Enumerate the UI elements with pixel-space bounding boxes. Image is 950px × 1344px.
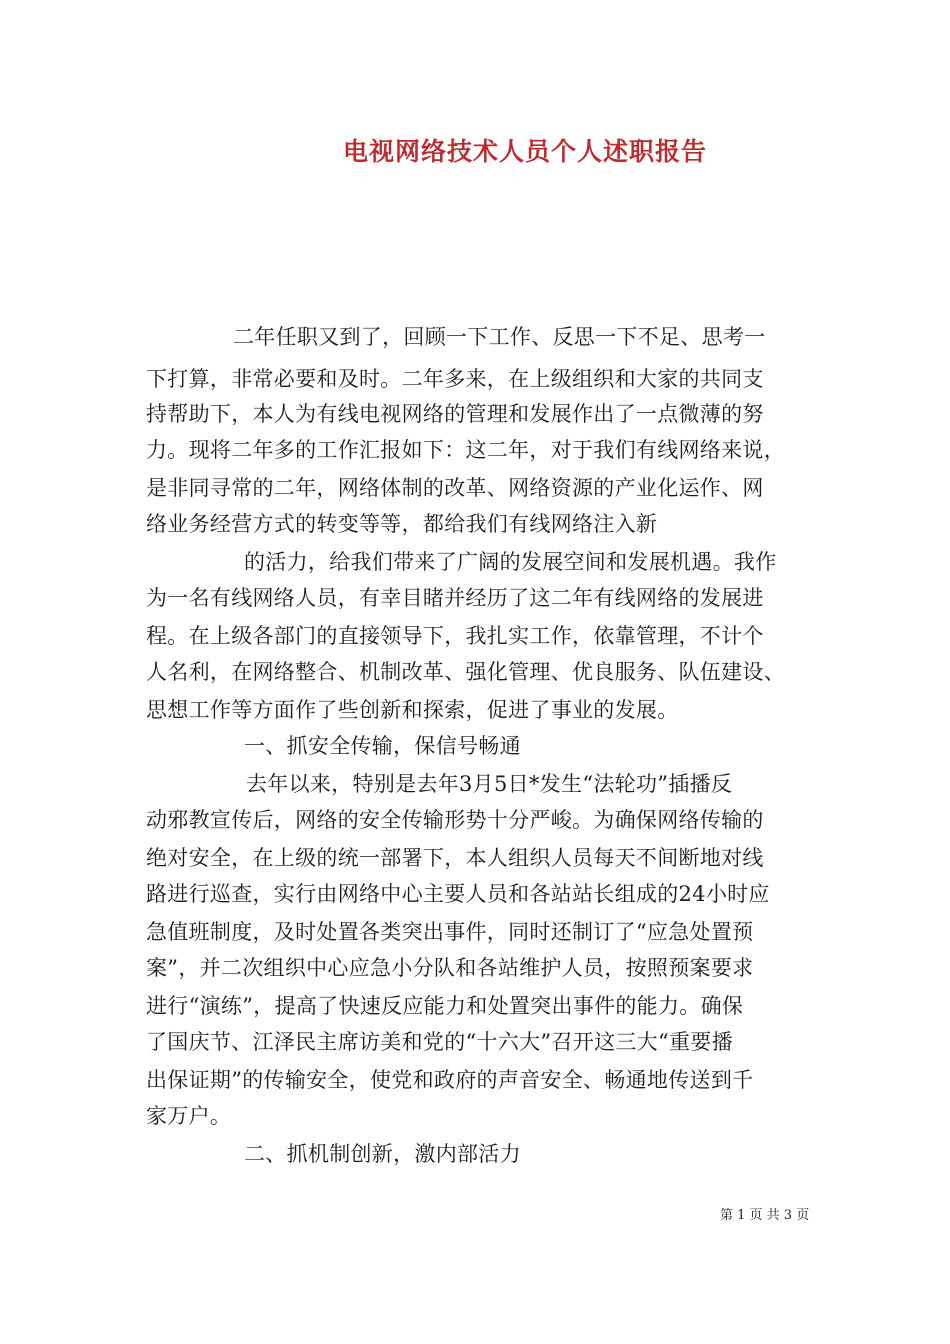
document-title: 电视网络技术人员个人述职报告 [342, 137, 707, 166]
text-line: 人名利，在网络整合、机制改革、强化管理、优良服务、队伍建设、 [146, 660, 785, 684]
text-line: 了国庆节、江泽民主席访美和党的“十六大”召开这三大“重要播 [146, 1030, 733, 1054]
text-line: 二年任职又到了，回顾一下工作、反思一下不足、思考一 [233, 325, 766, 349]
text-line: 思想工作等方面作了些创新和探索，促进了事业的发展。 [146, 698, 679, 722]
text-line: 动邪教宣传后，网络的安全传输形势十分严峻。为确保网络传输的 [146, 808, 764, 832]
text-line: 出保证期”的传输安全，使党和政府的声音安全、畅通地传送到千 [146, 1068, 754, 1092]
page-number: 第 1 页 共 3 页 [720, 1208, 810, 1223]
text-line: 进行“演练”，提高了快速反应能力和处置突出事件的能力。确保 [146, 994, 744, 1018]
text-line: 路进行巡查，实行由网络中心主要人员和各站站长组成的24小时应 [146, 882, 770, 906]
text-line: 家万户。 [146, 1104, 232, 1128]
section-heading: 二、抓机制创新，激内部活力 [244, 1142, 521, 1166]
text-line: 去年以来，特别是去年3月5日*发生“法轮功”插播反 [246, 772, 733, 796]
text-line: 的活力，给我们带来了广阔的发展空间和发展机遇。我作 [244, 550, 777, 574]
text-line: 为一名有线网络人员，有幸目睹并经历了这二年有线网络的发展进 [146, 586, 764, 610]
section-heading: 一、抓安全传输，保信号畅通 [244, 734, 521, 758]
text-line: 持帮助下，本人为有线电视网络的管理和发展作出了一点微薄的努 [146, 402, 764, 426]
text-line: 下打算，非常必要和及时。二年多来，在上级组织和大家的共同支 [146, 367, 764, 391]
text-line: 程。在上级各部门的直接领导下，我扎实工作，依靠管理，不计个 [146, 624, 764, 648]
text-line: 案”，并二次组织中心应急小分队和各站维护人员，按照预案要求 [146, 956, 754, 980]
text-line: 是非同寻常的二年，网络体制的改革、网络资源的产业化运作、网 [146, 476, 764, 500]
text-line: 力。现将二年多的工作汇报如下：这二年，对于我们有线网络来说， [146, 438, 785, 462]
text-line: 络业务经营方式的转变等等，都给我们有线网络注入新 [146, 512, 658, 536]
text-line: 急值班制度，及时处置各类突出事件，同时还制订了“应急处置预 [146, 920, 754, 944]
text-line: 绝对安全，在上级的统一部署下，本人组织人员每天不间断地对线 [146, 846, 764, 870]
